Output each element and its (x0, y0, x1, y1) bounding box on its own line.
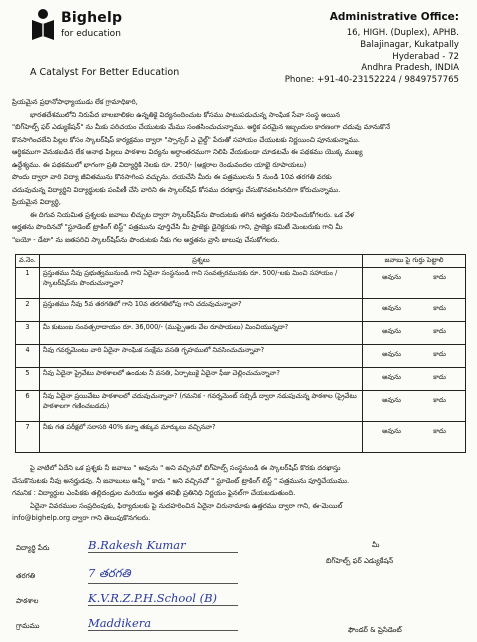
eligibility-table (15, 254, 466, 453)
signoff-founder: ఫౌండర్ & ప్రెసిడెంట్ (348, 626, 402, 634)
answer-yes[interactable]: అవును (382, 273, 401, 281)
school-label: పాఠశాల (16, 597, 39, 605)
question-text: ప్రస్తుతము నీవు 5వ తరగతిలో గాని 10వ తరగతిలోపు గాని చదువుచున్నావా? (39, 299, 362, 322)
intro-section (12, 96, 465, 196)
salutation-student: ప్రియమైన విద్యార్థి, (12, 198, 61, 206)
answer-no[interactable]: కాదు (433, 396, 446, 404)
answer-no[interactable]: కాదు (433, 273, 446, 281)
body-line: ఆర్థికముగా వెనుకబడిన లేక అనాథ పిల్లలు పాఠశాల విద్యను అర్ధాంతరముగా నిలిపి వేయకుండా చూడటమే ఈ పథకము యొక్క ముఖ్య (12, 148, 363, 156)
body-line: కొనసాగించలేని పిల్లల కోసం స్కాలర్‌షిప్ కార్యక్రమం ద్వారా "స్పాన్సర్ ఎ చైల్డ్" పేరుతో సహాయం చేయుటకు నిర్ణయించి పూనుకున్నాము. (12, 135, 361, 144)
question-text: నీకు గత పరీక్షలో సరాసరి 40% కన్నా తక్కువ మార్కులు వచ్చినవా? (39, 422, 362, 453)
row-number: 5 (16, 368, 40, 391)
answer-cell (363, 422, 466, 453)
row-number: 4 (16, 345, 40, 368)
row-number: 1 (16, 268, 40, 299)
office-phone: Phone: +91-40-23152224 / 9849757765 (284, 75, 459, 86)
answer-no[interactable]: కాదు (433, 304, 446, 312)
body-line: చేసుకొనుటకు నీవు అనర్హుడవు. నీ జవాబులు అన్నీ " కాదు " అని వచ్చినచో " స్టూడెంట్ ట్రాకింగ్ లిస్ట్ " పత్రమును పూర్తిచేయుము. (12, 476, 350, 485)
bighelp-logo-icon (30, 8, 56, 42)
brand-subtitle: for education (61, 29, 121, 39)
body-line: ఉద్దేశ్యము. ఈ పథకములో భాగంగా ప్రతి విద్యార్థికి నెలకు రూ. 250/- (అక్షరాల రెండువందల యాభై రూపాయలు) (12, 160, 307, 169)
body-line: ఏదైనా వివరముల సంప్రదింపుకు, ఫిర్యాదులకు పై నుదహరించిన ఏదైనా చిరునామాకు ఉత్తరము ద్వారా గాని, ఈ-మెయిల్ (30, 501, 343, 510)
office-title: Administrative Office: (329, 11, 459, 23)
row-number: 2 (16, 299, 40, 322)
col-no-header: వ.నెం. (16, 255, 40, 268)
body-line: చదువుచున్న విద్యార్థిని విద్యార్థులకు పంపిణీ చేసి వారిని ఈ స్కాలర్‌షిప్ కోసము దరఖాస్తు చేసుకొనవలసినదిగా కోరుచున్నాము. (12, 185, 341, 194)
answer-no[interactable]: కాదు (433, 350, 446, 358)
answer-cell (363, 322, 466, 345)
table-header-row (16, 255, 466, 268)
col-question-header: ప్రశ్నలు (39, 255, 362, 268)
table-row (16, 345, 466, 368)
table-row (16, 368, 466, 391)
office-line: Hyderabad - 72 (392, 51, 459, 62)
answer-no[interactable]: కాదు (433, 373, 446, 381)
answer-no[interactable]: కాదు (433, 327, 446, 335)
question-text: నీవు గవర్నమెంటు వారి ఏదైనా సాంఘిక సంక్షేమ వసతి గృహములో నివసించుచున్నావా? (39, 345, 362, 368)
brand-name: Bighelp (61, 10, 123, 26)
answer-cell (363, 345, 466, 368)
row-number: 6 (16, 391, 40, 422)
office-line: Andhra Pradesh, INDIA (361, 63, 459, 74)
answer-cell (363, 268, 466, 299)
question-text: ప్రస్తుతము నీవు ప్రభుత్వమునుండి గాని ఏదైనా సంస్థనుండి గాని సంవత్సరమునకు రూ. 500/-లకు మించి సహాయం / స్కాలర్‌షిప్‌ను పొందుచున్నావా? (39, 268, 362, 299)
student-name-field[interactable]: B.Rakesh Kumar (88, 538, 238, 553)
tagline: A Catalyst For Better Education (30, 67, 180, 78)
table-row (16, 391, 466, 422)
salutation-headmaster: ప్రియమైన ప్రధానోపాధ్యాయుడు లేక గ్రామాధికారి, (12, 98, 138, 106)
table-row (16, 422, 466, 453)
signoff-mee: మీ (372, 541, 380, 549)
body-line: భారతదేశములోని నిరుపేద బాలబాలికల ఉన్నతికై విద్యనందించుట కోసము పాటుపడుచున్న సాంఘిక సేవా సంస్థ అయిన (30, 110, 341, 119)
question-text: నీవు ఏదైనా ప్రయివేటు పాఠశాలలో చదువుచున్నావా? (గమనిక - గవర్నమెంట్ సబ్సిడీ ద్వారా నడుపుచున్న పాఠశాల (ప్రైవేటు పాఠశాలగా గణించబడదు) (39, 391, 362, 422)
body-line: పొందు ద్వారా వారి విద్యా జీవితమును కొనసాగింప వచ్చును. దయచేసి మీరు ఈ పత్రములను 5 నుండి 10వ తరగతి వరకు (12, 173, 332, 181)
row-number: 7 (16, 422, 40, 453)
student-name-label: విద్యార్థి పేరు (16, 544, 50, 552)
answer-yes[interactable]: అవును (382, 373, 401, 381)
answer-yes[interactable]: అవును (382, 327, 401, 335)
note-line: గమనిక : విద్యార్థుల ఎంపికకు తల్లిదండ్రుల మరియు అర్హత తనిఖీ ప్రతినిధి నిర్ణయం ఫైనల్‌గా చేయబడుతుంది. (12, 489, 296, 497)
class-label: తరగతి (16, 572, 36, 580)
question-text: నీవు ఏదైనా ప్రైవేటు పాఠశాలలో ఉండుట నీ వసతి, ఏర్పాటుకై ఏదైనా ఫీజు చెల్లించుచున్నావా? (39, 368, 362, 391)
school-field[interactable]: K.V.R.Z.P.H.School (B) (88, 591, 238, 606)
closing-section (12, 462, 465, 525)
col-answer-header: జవాబు పై గుర్తు పెట్టాలి (363, 255, 466, 268)
answer-yes[interactable]: అవును (382, 304, 401, 312)
village-field[interactable]: Maddikera (88, 616, 238, 631)
table-row (16, 299, 466, 322)
answer-yes[interactable]: అవును (382, 350, 401, 358)
body-line: అర్హతను పొందినచో "స్టూడెంట్ ట్రాకింగ్ లిస్ట్" పత్రమును పూర్తిచేసి మీ ప్రాజెక్టు డైరెక్టరుకు గాని, ప్రాజెక్టు కమిటీ మెంబరుకు గాని మీ (12, 223, 343, 231)
office-address (285, 10, 459, 87)
office-line: Balajinagar, Kukatpally (360, 39, 459, 50)
answer-cell (363, 299, 466, 322)
answer-cell (363, 368, 466, 391)
table-row (16, 268, 466, 299)
answer-yes[interactable]: అవును (382, 427, 401, 435)
body-line: పై వాటిలో ఏదేని ఒక ప్రశ్నకు నీ జవాబు " అవును " అని వచ్చినచో బిగ్‌హెల్ప్ సంస్థనుండి ఈ స్కాలర్‌షిప్ కొరకు దరఖాస్తు (30, 464, 341, 472)
question-text: మీ కుటుంబ సంవత్సరాదాయం రూ. 36,000/- (ముప్పైఆరు వేల రూపాయలు) మించియున్నదా? (39, 322, 362, 345)
class-field[interactable]: 7 తరగతి (88, 566, 238, 584)
body-line: "బిగ్‌హెల్ప్ ఫర్ ఎడ్యుకేషన్" ను మీకు పరిచయం చేయుటకు మేము సంతసించుచున్నాము. ఆర్థిక పరమైన ఇబ్బందుల కారణంగా చదువు మానుకొనే (12, 123, 391, 131)
answer-cell (363, 391, 466, 422)
student-intro-section (12, 196, 465, 246)
signoff-org: బిగ్‌హెల్ప్ ఫర్ ఎడ్యుకేషన్ (326, 557, 394, 565)
body-line: "బయో - డేటా" ను జతపరిచి స్కాలర్‌షిప్‌ను పొందుటకు నీకు గల అర్హతను వ్రాసి జులుపు చేసుకోగలరు. (12, 235, 280, 244)
row-number: 3 (16, 322, 40, 345)
contact-email-line: info@bighelp.org ద్వారా గాని తెలుపుకొనగలరు. (12, 514, 151, 522)
village-label: గ్రామము (16, 622, 40, 630)
office-line: 16, HIGH. (Duplex), APHB. (346, 28, 459, 38)
table-row (16, 322, 466, 345)
answer-yes[interactable]: అవును (382, 396, 401, 404)
body-line: ఈ దిగువ నియమిత ప్రశ్నలకు జవాబు లిచ్చుట ద్వారా స్కాలర్‌షిప్‌ను పొందుటకు తగిన అర్హతను నిరూపించుకోగలరు. ఒక వేళ (30, 210, 355, 219)
answer-no[interactable]: కాదు (433, 427, 446, 435)
